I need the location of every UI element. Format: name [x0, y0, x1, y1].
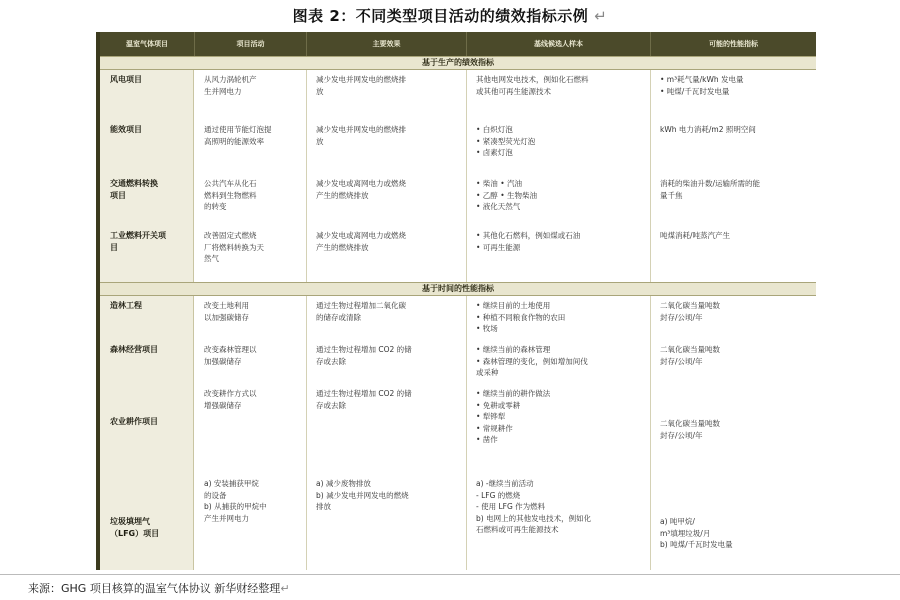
cell-line: • 乙醇 • 生物柴油	[476, 190, 537, 200]
paragraph-mark-icon: ↵	[594, 7, 608, 25]
cell-line: 改变森林管理以	[204, 345, 257, 354]
cell-line: 减少发电并网发电的燃烧排	[316, 125, 406, 134]
source-note	[28, 580, 290, 596]
cell-line: - LFG 的燃烧	[476, 490, 521, 500]
row-label	[110, 300, 190, 312]
cell-line: 封存/公顷/年	[660, 312, 703, 322]
cell-line: 放	[316, 86, 324, 96]
cell-line: 放	[316, 136, 324, 146]
cell-line: • 液化天然气	[476, 202, 521, 211]
cell-line: - 使用 LFG 作为燃料	[476, 502, 546, 511]
cell-line: • 凿作	[476, 435, 498, 444]
cell-line: 存或去除	[316, 356, 346, 366]
cell-activity	[204, 300, 249, 323]
cell-line: a) -继续当前活动	[476, 479, 534, 488]
row-label-line: 交通燃料转换	[110, 179, 158, 188]
cell-line: 的储存或清除	[316, 312, 361, 322]
row-label	[110, 344, 190, 356]
row-label-line: （LFG）项目	[110, 529, 160, 538]
cell-effect	[316, 478, 409, 513]
cell-baseline	[476, 230, 580, 253]
cell-line: • 种植不同粮食作物的农田	[476, 312, 566, 322]
cell-effect	[316, 300, 406, 323]
cell-baseline	[476, 124, 535, 159]
row-label	[110, 178, 190, 202]
cell-line: 二氧化碳当量吨数	[660, 419, 720, 428]
cell-line: 产生并网电力	[204, 513, 249, 523]
cell-activity	[204, 124, 272, 147]
performance-indicator-table	[96, 32, 816, 570]
cell-line: 或采种	[476, 368, 499, 377]
cell-line: 的设备	[204, 490, 227, 500]
cell-line: 消耗的柴油升数/运输所需的能	[660, 179, 761, 188]
header-indicator: 可能的性能指标	[650, 32, 816, 56]
cell-line: b) 从捕获的甲烷中	[204, 502, 267, 511]
cell-line: 通过生物过程增加 CO2 的储	[316, 389, 412, 398]
header-effect: 主要效果	[306, 32, 466, 56]
cell-baseline	[476, 178, 537, 213]
cell-indicator	[660, 74, 744, 97]
cell-line: • 森林管理的变化，例如增加间伐	[476, 356, 588, 366]
cell-line: • 可再生能源	[476, 242, 521, 252]
document-title	[0, 5, 900, 26]
divider	[650, 70, 651, 282]
row-label-line: 目	[110, 243, 118, 252]
cell-activity	[204, 388, 257, 411]
cell-indicator	[660, 344, 720, 367]
cell-line: 产生的燃烧排放	[316, 242, 369, 252]
cell-line: 改变耕作方式以	[204, 389, 257, 398]
cell-line: 的转变	[204, 202, 227, 211]
row-label-line: 能效项目	[110, 125, 142, 134]
cell-activity	[204, 230, 264, 265]
row-label	[110, 74, 190, 86]
cell-line: 减少发电并网发电的燃烧排	[316, 75, 406, 84]
cell-line: 量千焦	[660, 190, 683, 200]
cell-line: • m³耗气量/kWh 发电量	[660, 75, 744, 84]
cell-line: • 柴油 • 汽油	[476, 179, 522, 188]
row-label-line: 工业燃料开关项	[110, 231, 166, 240]
cell-activity	[204, 344, 257, 367]
cell-line: • 紧凑型荧光灯泡	[476, 136, 536, 146]
cell-effect	[316, 344, 412, 367]
cell-line: • 常规耕作	[476, 423, 513, 433]
cell-line: 其他电网发电技术，例如化石燃料	[476, 75, 589, 84]
divider	[306, 296, 307, 570]
cell-baseline	[476, 74, 589, 97]
cell-effect	[316, 74, 406, 97]
cell-line: 公共汽车从化石	[204, 179, 257, 188]
cell-line: • 免耕或零耕	[476, 400, 521, 410]
cell-line: • 卤素灯泡	[476, 148, 513, 157]
cell-indicator	[660, 300, 720, 323]
cell-line: b) 电网上的其他发电技术，例如化	[476, 513, 592, 523]
section-production-based: 基于生产的绩效指标	[100, 56, 816, 70]
cell-line: 改善固定式燃烧	[204, 231, 257, 240]
cell-line: 二氧化碳当量吨数	[660, 345, 720, 354]
cell-line: 吨煤消耗/吨蒸汽产生	[660, 231, 731, 240]
cell-line: 生并网电力	[204, 86, 242, 96]
cell-line: 以加强碳储存	[204, 312, 249, 322]
divider	[306, 70, 307, 282]
row-label-line: 风电项目	[110, 75, 142, 84]
cell-baseline	[476, 478, 591, 536]
cell-line: kWh 电力消耗/m2 照明空间	[660, 125, 756, 134]
cell-line: 排放	[316, 502, 331, 511]
divider	[650, 296, 651, 570]
source-text: 来源：GHG 项目核算的温室气体协议 新华财经整理	[28, 582, 281, 595]
cell-effect	[316, 124, 406, 147]
cell-line: 封存/公顷/年	[660, 430, 703, 440]
cell-baseline	[476, 344, 588, 379]
cell-line: • 继续目前的土地使用	[476, 301, 551, 310]
cell-line: 然气	[204, 254, 219, 263]
cell-indicator	[660, 178, 760, 201]
row-label	[110, 230, 190, 254]
cell-line: 增强碳储存	[204, 400, 242, 410]
cell-line: m³填埋垃圾/月	[660, 528, 711, 538]
cell-line: • 继续当前的森林管理	[476, 345, 551, 354]
cell-line: b) 减少发电并网发电的燃烧	[316, 490, 409, 500]
header-ghg-project: 温室气体项目	[126, 39, 168, 48]
cell-baseline	[476, 388, 550, 446]
title-text: 图表 2：不同类型项目活动的绩效指标示例	[292, 7, 589, 25]
cell-indicator	[660, 124, 756, 136]
row-label-line: 农业耕作项目	[110, 417, 158, 426]
cell-line: 或其他可再生能源技术	[476, 86, 551, 96]
paragraph-mark-icon: ↵	[280, 582, 290, 595]
cell-line: • 继续当前的耕作做法	[476, 389, 551, 398]
cell-indicator	[660, 230, 730, 242]
cell-line: 高照明的能源效率	[204, 136, 264, 146]
cell-line: a) 安装捕获甲烷	[204, 479, 259, 488]
cell-line: a) 吨甲烷/	[660, 517, 695, 526]
cell-baseline	[476, 300, 565, 335]
cell-line: a) 减少废物排放	[316, 479, 371, 488]
cell-line: 封存/公顷/年	[660, 356, 703, 366]
page-rule	[0, 574, 900, 575]
header-baseline: 基线候选人样本	[466, 32, 650, 56]
cell-line: b) 吨煤/千瓦时发电量	[660, 540, 733, 549]
cell-line: 通过生物过程增加二氧化碳	[316, 301, 406, 310]
cell-line: • 白炽灯泡	[476, 125, 513, 134]
cell-indicator	[660, 516, 733, 551]
cell-line: 厂将燃料转换为天	[204, 242, 264, 252]
header-activity: 项目活动	[194, 32, 306, 56]
section-time-based: 基于时间的性能指标	[100, 282, 816, 296]
cell-line: 二氧化碳当量吨数	[660, 301, 720, 310]
cell-line: 减少发电或离网电力或燃烧	[316, 231, 406, 240]
row-label-line: 垃圾填埋气	[110, 517, 150, 526]
cell-line: 石燃料或可再生能源技术	[476, 525, 559, 534]
row-label-line: 森林经营项目	[110, 345, 158, 354]
row-label-line: 项目	[110, 191, 126, 200]
cell-line: 通过生物过程增加 CO2 的储	[316, 345, 412, 354]
cell-activity	[204, 478, 267, 524]
cell-line: 产生的燃烧排放	[316, 190, 369, 200]
cell-line: 改变土地利用	[204, 301, 249, 310]
cell-line: 通过使用节能灯泡提	[204, 125, 272, 134]
cell-line: 存或去除	[316, 400, 346, 410]
cell-activity	[204, 178, 257, 213]
cell-effect	[316, 388, 412, 411]
table-header-row	[100, 32, 816, 56]
divider	[466, 296, 467, 570]
row-label-line: 造林工程	[110, 301, 142, 310]
cell-line: 减少发电或离网电力或燃烧	[316, 179, 406, 188]
cell-indicator	[660, 418, 720, 441]
row-label	[110, 124, 190, 136]
row-label	[110, 416, 190, 428]
cell-line: • 吨煤/千瓦时发电量	[660, 86, 730, 96]
cell-line: 燃料到生物燃料	[204, 190, 257, 200]
cell-line: 从风力涡轮机产	[204, 75, 257, 84]
cell-line: • 犁铧犁	[476, 412, 506, 421]
divider	[466, 70, 467, 282]
row-label	[110, 516, 190, 540]
cell-effect	[316, 230, 406, 253]
cell-line: 加强碳储存	[204, 356, 242, 366]
cell-line: • 牧场	[476, 324, 498, 333]
cell-effect	[316, 178, 406, 201]
cell-line: • 其他化石燃料，例如煤或石油	[476, 231, 581, 240]
cell-activity	[204, 74, 257, 97]
